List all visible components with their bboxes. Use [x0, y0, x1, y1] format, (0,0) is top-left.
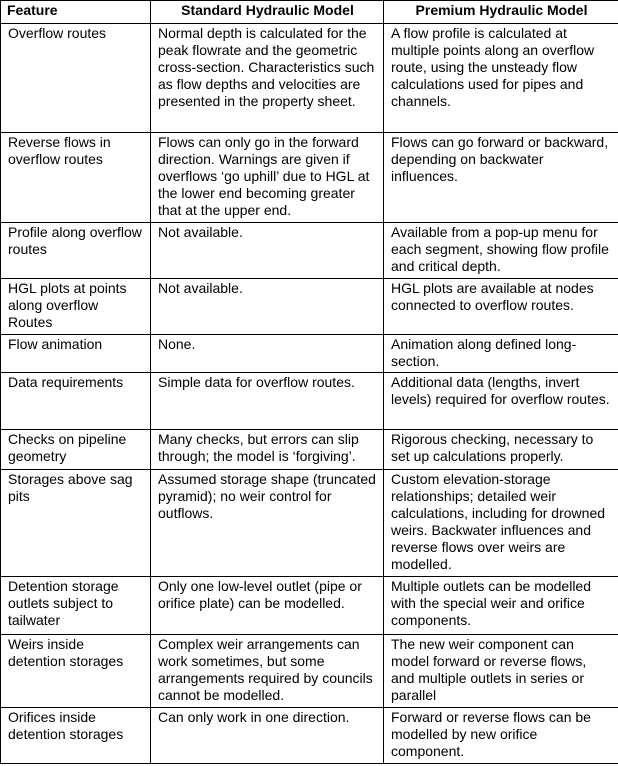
premium-cell: Rigorous checking, necessary to set up calculations properly.	[384, 430, 618, 470]
header-premium-model: Premium Hydraulic Model	[384, 1, 618, 24]
premium-cell: Multiple outlets can be modelled with the special weir and orifice components.	[384, 577, 618, 635]
standard-cell: Complex weir arrangements can work sometimes, but some arrangements required by councils cannot be modelled.	[151, 635, 384, 708]
table-row	[1, 577, 618, 635]
feature-cell: Orifices inside detention storages	[1, 708, 151, 764]
feature-cell: Weirs inside detention storages	[1, 635, 151, 708]
standard-cell: Assumed storage shape (truncated pyramid); no weir control for outflows.	[151, 470, 384, 577]
premium-cell: Available from a pop-up menu for each segment, showing flow profile and critical depth.	[384, 223, 618, 279]
table-row	[1, 470, 618, 577]
table-row	[1, 223, 618, 279]
standard-cell: Not available.	[151, 279, 384, 335]
standard-cell: Only one low-level outlet (pipe or orifice plate) can be modelled.	[151, 577, 384, 635]
header-standard-model: Standard Hydraulic Model	[151, 1, 384, 24]
table-row	[1, 373, 618, 430]
premium-cell: Animation along defined long-section.	[384, 335, 618, 373]
table-header	[1, 1, 618, 24]
premium-cell: Custom elevation-storage relationships; detailed weir calculations, including for drowned weirs. Backwater influences and reverse flows over weirs are modelled.	[384, 470, 618, 577]
table-row	[1, 708, 618, 764]
header-feature: Feature	[1, 1, 151, 24]
table-row	[1, 430, 618, 470]
standard-cell: None.	[151, 335, 384, 373]
standard-cell: Many checks, but errors can slip through; the model is ‘forgiving’.	[151, 430, 384, 470]
table-row	[1, 24, 618, 133]
standard-cell: Can only work in one direction.	[151, 708, 384, 764]
standard-cell: Simple data for overflow routes.	[151, 373, 384, 430]
feature-cell: Reverse flows in overflow routes	[1, 133, 151, 223]
standard-cell: Normal depth is calculated for the peak flowrate and the geometric cross-section. Characteristics such as flow depths and velocities are presented in the property sheet.	[151, 24, 384, 133]
feature-cell: HGL plots at points along overflow Routes	[1, 279, 151, 335]
feature-cell: Flow animation	[1, 335, 151, 373]
premium-cell: Additional data (lengths, invert levels) required for overflow routes.	[384, 373, 618, 430]
premium-cell: Forward or reverse flows can be modelled by new orifice component.	[384, 708, 618, 764]
standard-cell: Not available.	[151, 223, 384, 279]
premium-cell: The new weir component can model forward or reverse flows, and multiple outlets in series or parallel	[384, 635, 618, 708]
feature-cell: Overflow routes	[1, 24, 151, 133]
feature-cell: Checks on pipeline geometry	[1, 430, 151, 470]
standard-cell: Flows can only go in the forward direction. Warnings are given if overflows ‘go uphill’ due to HGL at the lower end becoming greater that at the upper end.	[151, 133, 384, 223]
header-row	[1, 1, 618, 24]
premium-cell: HGL plots are available at nodes connected to overflow routes.	[384, 279, 618, 335]
premium-cell: A flow profile is calculated at multiple points along an overflow route, using the unsteady flow calculations used for pipes and channels.	[384, 24, 618, 133]
table-body	[1, 24, 618, 764]
table-row	[1, 635, 618, 708]
feature-cell: Detention storage outlets subject to tailwater	[1, 577, 151, 635]
table-row	[1, 133, 618, 223]
feature-cell: Profile along overflow routes	[1, 223, 151, 279]
table-row	[1, 335, 618, 373]
feature-cell: Storages above sag pits	[1, 470, 151, 577]
premium-cell: Flows can go forward or backward, depending on backwater influences.	[384, 133, 618, 223]
feature-cell: Data requirements	[1, 373, 151, 430]
table-row	[1, 279, 618, 335]
